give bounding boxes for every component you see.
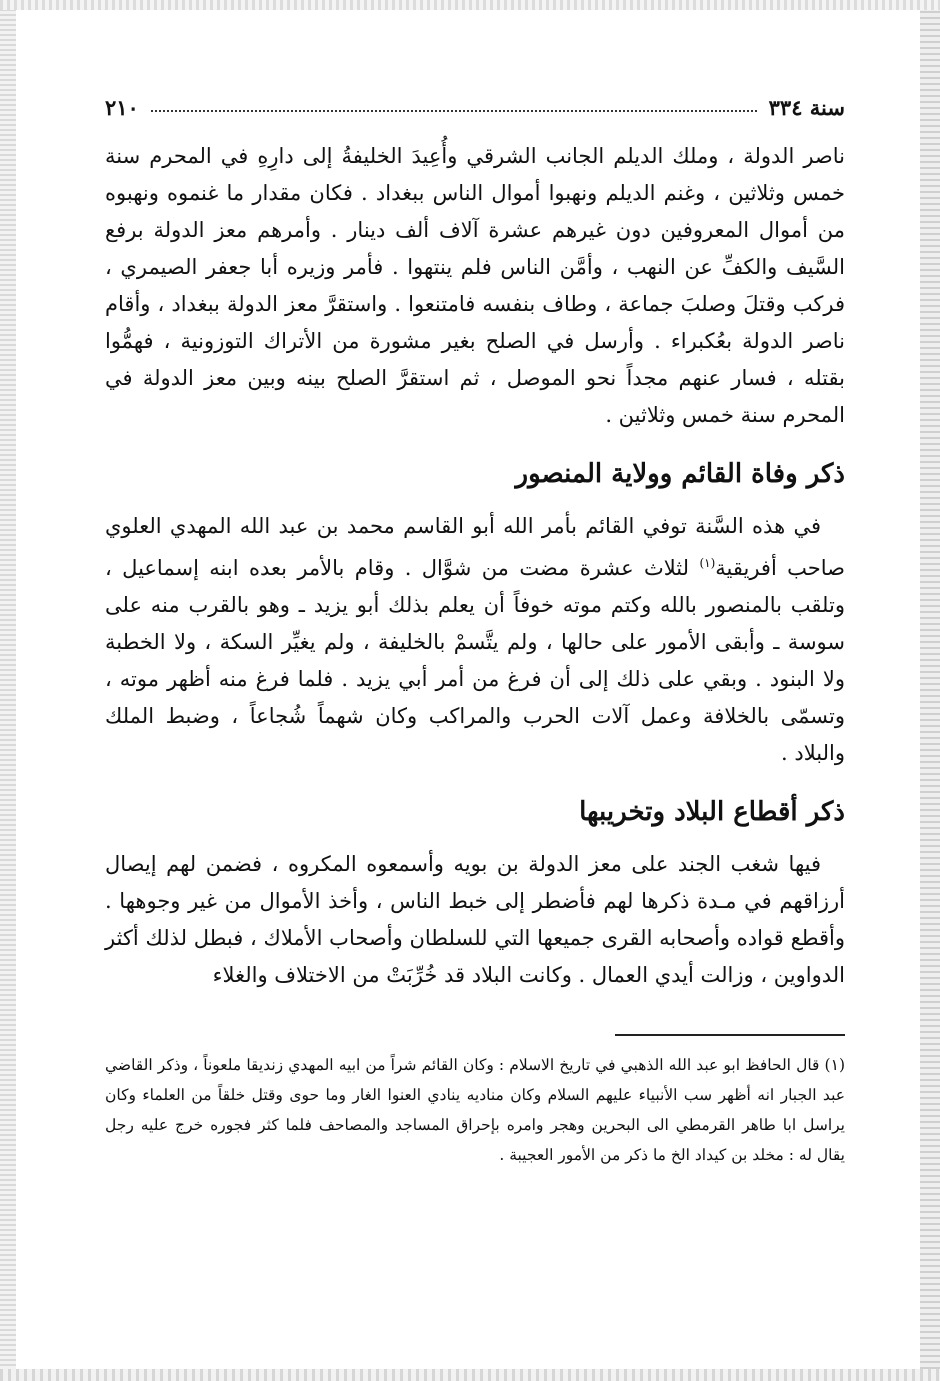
page-number: ٢١٠: [105, 94, 139, 120]
footnote-divider: [615, 1034, 845, 1036]
section-heading-death-of-al-qaim: ذكر وفاة القائم وولاية المنصور: [515, 459, 845, 489]
scan-edge-bottom: [0, 1369, 940, 1381]
scan-edge-left: [0, 0, 16, 1381]
paragraph-2: [105, 508, 845, 772]
footnote-1: (١) قال الحافظ ابو عبد الله الذهبي في تاريخ الاسلام : وكان القائم شراً من ابيه المهدي زنديقا ملعوناً ، وذكر القاضي عبد الجبار انه أظهر سب الأنبياء عليهم السلام وكان مناديه ينادي العنوا الغار وما حوى وقتل خلقاً من العلماء وكان يراسل ابا طاهر القرمطي الى البحرين وهجر وامره بإحراق المساجد والمصاحف فلما كثر فجوره خرج عليه رجل يقال له : مخلد بن كيداد الخ ما ذكر من الأمور العجيبة .: [105, 1056, 845, 1164]
book-page: [105, 90, 845, 1170]
running-header: [105, 90, 845, 124]
scan-edge-right: [920, 0, 940, 1381]
scan-edge-top: [0, 0, 940, 10]
paragraph-3: فيها شغب الجند على معز الدولة بن بويه وأسمعوه المكروه ، فضمن لهم إيصال أرزاقهم في مـدة ذكرها لهم فأضطر إلى خبط الناس ، وأخذ الأموال من غير وجوهها . وأقطع قواده وأصحابه القرى جميعها التي للسلطان وأصحاب الأملاك ، فبطل لذلك أكثر الدواوين ، وزالت أيدي العمال . وكانت البلاد قد خُرِّبَتْ من الاختلاف والغلاء: [105, 852, 845, 987]
footnotes: [105, 1050, 845, 1170]
paragraph-2-before-note: في هذه السَّنة توفي القائم بأمر الله أبو القاسم محمد بن عبد الله المهدي العلوي صاحب أفريقية: [105, 514, 846, 580]
running-title: سنة ٣٣٤: [768, 94, 845, 120]
header-dot-leader: [151, 110, 757, 112]
paragraph-2-after-note: لثلاث عشرة مضت من شوَّال . وقام بالأمر بعده ابنه إسماعيل ، وتلقب بالمنصور بالله وكتم موته خوفاً أن يعلم بذلك أبو يزيد ـ وهو بالقرب منه على سوسة ـ وأبقى الأمور على حالها ، ولم يتَّسمْ بالخليفة ، ولم يغيِّر السكة ، ولا الخطبة ولا البنود . وبقي على ذلك إلى أن فرغ من أمر أبي يزيد . فلما فرغ منه أظهر موته ، وتسمّى بالخلافة وعمل آلات الحرب والمراكب وكان شهماً شُجاعاً ، وضبط الملك والبلاد .: [105, 556, 846, 765]
footnote-reference-1[interactable]: (١): [699, 556, 716, 570]
section-heading-land-grants: ذكر أقطاع البلاد وتخريبها: [579, 797, 845, 827]
main-text: [105, 138, 845, 994]
paragraph-1: ناصر الدولة ، وملك الديلم الجانب الشرقي وأُعِيدَ الخليفةُ إلى دارِهِ في المحرم سنة خمس وثلاثين ، وغنم الديلم ونهبوا أموال الناس ببغداد . فكان مقدار ما غنموه ونهبوه من أموال المعروفين دون غيرهم عشرة آلاف ألف دينار . وأمرهم معز الدولة برفع السَّيف والكفِّ عن النهب ، وأمَّن الناس فلم ينتهوا . فأمر وزيره أبا جعفر الصيمري ، فركب وقتلَ وصلبَ جماعة ، وطاف بنفسه فامتنعوا . واستقرَّ معز الدولة ببغداد ، وأقام ناصر الدولة بعُكبراء . وأرسل في الصلح بغير مشورة من الأتراك التوزونية ، فهمُّوا بقتله ، فسار عنهم مجداً نحو الموصل ، ثم استقرَّ الصلح بينه وبين معز الدولة في المحرم سنة خمس وثلاثين .: [105, 144, 845, 427]
